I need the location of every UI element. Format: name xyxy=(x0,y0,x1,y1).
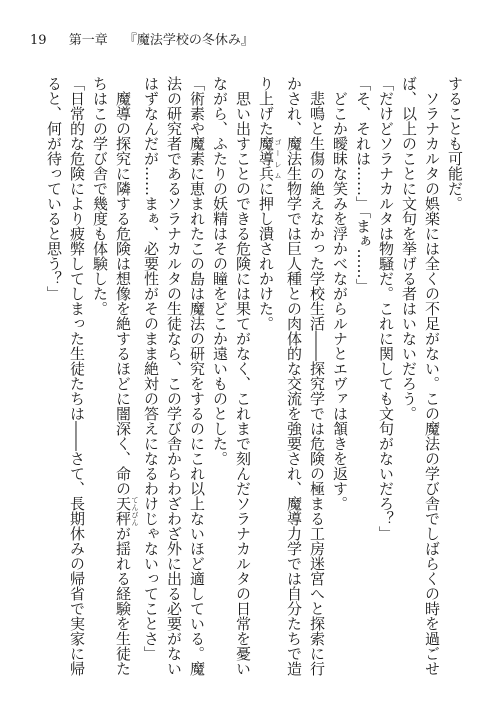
text-segment: に押し潰されかけた。 xyxy=(257,181,275,331)
text-segment: ながら、ふたりの妖精はその瞳をどこか遠いものとした。 xyxy=(211,76,229,466)
text-line xyxy=(374,76,397,676)
text-line xyxy=(65,76,88,676)
text-segment: が揺れる経験を生徒た xyxy=(114,526,132,676)
text-line xyxy=(231,76,254,676)
text-segment: 「だけどソラナカルタは物騒だ。これに関しても文句がないだろ？」 xyxy=(377,76,395,541)
text-segment: どこか曖昧な笑みを浮かべながらルナとエヴァは頷きを返す。 xyxy=(331,91,349,511)
chapter-label: 第一章 xyxy=(68,33,108,48)
text-line xyxy=(305,76,328,676)
text-line xyxy=(88,76,111,676)
text-segment: ると、何が待っていると思う？」 xyxy=(45,76,63,301)
text-segment: 悲鳴と生傷の絶えなかった学校生活――探究学では危険の極まる工房迷宮へと探索に行 xyxy=(308,91,326,676)
ruby-reading: ゴーレム xyxy=(274,136,282,181)
text-segment: 魔導の探究に隣する危険は想像を絶するほどに闇深く、命の xyxy=(114,91,132,496)
text-segment: することも可能だ。 xyxy=(446,76,464,211)
ruby-reading: てんびん xyxy=(131,496,139,526)
text-line xyxy=(139,76,162,676)
text-segment: ソラナカルタの娯楽には全くの不足がない。この魔法の学び舎でしばらくの時を過ごせ xyxy=(423,91,441,676)
text-line xyxy=(351,76,374,676)
running-header xyxy=(30,33,254,49)
text-segment: ば、以上のことに文句を挙げる者はいないだろう。 xyxy=(400,76,418,421)
text-line xyxy=(282,76,305,676)
text-line xyxy=(111,76,139,676)
text-segment: 「術素や魔素に恵まれたこの島は魔法の研究をするのにこれ以上ないほど適している。魔 xyxy=(188,76,206,676)
text-segment: 法の研究者であるソラナカルタの生徒なら、この学び舎からわざわざ外に出る必要がない xyxy=(165,76,183,676)
text-segment: 「日常的な危険により疲弊してしまった生徒たちは――さて、長期休みの帰省で実家に帰 xyxy=(68,76,86,676)
text-segment: はずなんだが……まぁ、必要性がそのまま絶対の答えになるわけじゃないってことさ」 xyxy=(142,76,160,661)
text-line xyxy=(328,76,351,676)
text-line xyxy=(254,76,282,676)
text-line xyxy=(397,76,420,676)
text-line xyxy=(185,76,208,676)
text-segment: 「そ、それは……」「まぁ……」 xyxy=(354,76,372,294)
body-text xyxy=(42,76,466,676)
text-line xyxy=(420,76,443,676)
ruby-annotation: 天秤 てんびん xyxy=(114,496,139,526)
text-line xyxy=(443,76,466,676)
text-segment: 思い出すことのできる危険には果てがなく、これまで刻んだソラナカルタの日常を憂い xyxy=(234,91,252,676)
chapter-title: 『魔法学校の冬休み』 xyxy=(123,33,254,48)
text-line xyxy=(208,76,231,676)
page-number: 19 xyxy=(30,33,47,48)
text-segment: ちはこの学び舎で幾度も体験した。 xyxy=(91,76,109,316)
text-segment: かされ、魔法生物学では巨人種との肉体的な交流を強要され、魔導力学では自分たちで造 xyxy=(285,76,303,676)
text-segment: り上げた xyxy=(257,76,275,136)
text-line xyxy=(42,76,65,676)
ruby-annotation: 魔導兵 ゴーレム xyxy=(257,136,282,181)
text-line xyxy=(162,76,185,676)
